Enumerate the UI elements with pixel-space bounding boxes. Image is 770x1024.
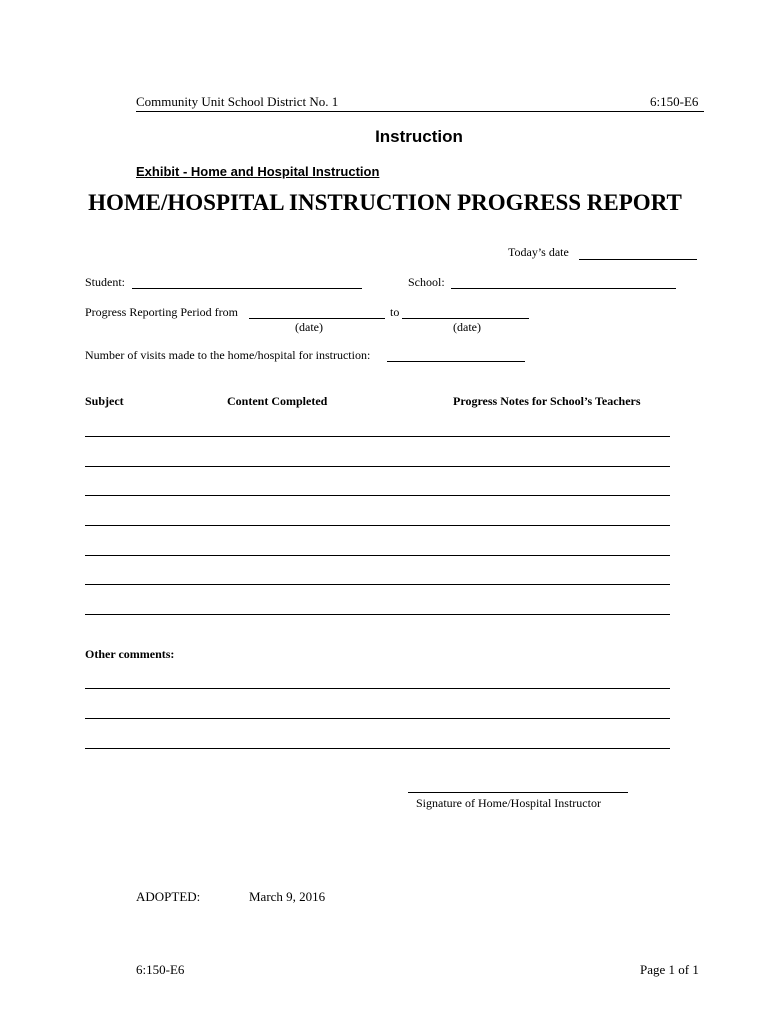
- period-to-label: to: [390, 305, 400, 319]
- district-name: Community Unit School District No. 1: [136, 94, 339, 109]
- col-header-subject: Subject: [85, 394, 124, 408]
- signature-line[interactable]: [408, 792, 628, 793]
- form-title: HOME/HOSPITAL INSTRUCTION PROGRESS REPORT: [88, 190, 682, 215]
- date-caption-to: (date): [453, 320, 481, 334]
- adopted-label: ADOPTED:: [136, 889, 201, 904]
- comment-line[interactable]: [85, 748, 670, 749]
- period-from-field[interactable]: [249, 318, 385, 319]
- col-header-notes: Progress Notes for School’s Teachers: [453, 394, 641, 408]
- col-header-content: Content Completed: [227, 394, 328, 408]
- table-row-line[interactable]: [85, 614, 670, 615]
- other-comments-label: Other comments:: [85, 647, 175, 661]
- table-row-line[interactable]: [85, 525, 670, 526]
- period-from-label: Progress Reporting Period from: [85, 305, 238, 319]
- adopted-date: March 9, 2016: [249, 889, 326, 904]
- exhibit-title: Exhibit - Home and Hospital Instruction: [136, 164, 380, 179]
- date-caption-from: (date): [295, 320, 323, 334]
- school-field[interactable]: [451, 288, 676, 289]
- footer-code: 6:150-E6: [136, 962, 185, 977]
- visits-field[interactable]: [387, 361, 525, 362]
- table-row-line[interactable]: [85, 436, 670, 437]
- policy-code: 6:150-E6: [650, 94, 699, 109]
- table-row-line[interactable]: [85, 466, 670, 467]
- signature-caption: Signature of Home/Hospital Instructor: [416, 796, 601, 810]
- todays-date-field[interactable]: [579, 259, 697, 260]
- table-row-line[interactable]: [85, 584, 670, 585]
- page-number: Page 1 of 1: [640, 962, 699, 977]
- period-to-field[interactable]: [402, 318, 529, 319]
- student-field[interactable]: [132, 288, 362, 289]
- todays-date-label: Today’s date: [508, 245, 569, 259]
- visits-label: Number of visits made to the home/hospital for instruction:: [85, 348, 371, 362]
- comment-line[interactable]: [85, 718, 670, 719]
- header-rule: [136, 111, 704, 112]
- student-label: Student:: [85, 275, 126, 289]
- school-label: School:: [408, 275, 445, 289]
- table-row-line[interactable]: [85, 495, 670, 496]
- section-title: Instruction: [375, 127, 463, 146]
- table-row-line[interactable]: [85, 555, 670, 556]
- comment-line[interactable]: [85, 688, 670, 689]
